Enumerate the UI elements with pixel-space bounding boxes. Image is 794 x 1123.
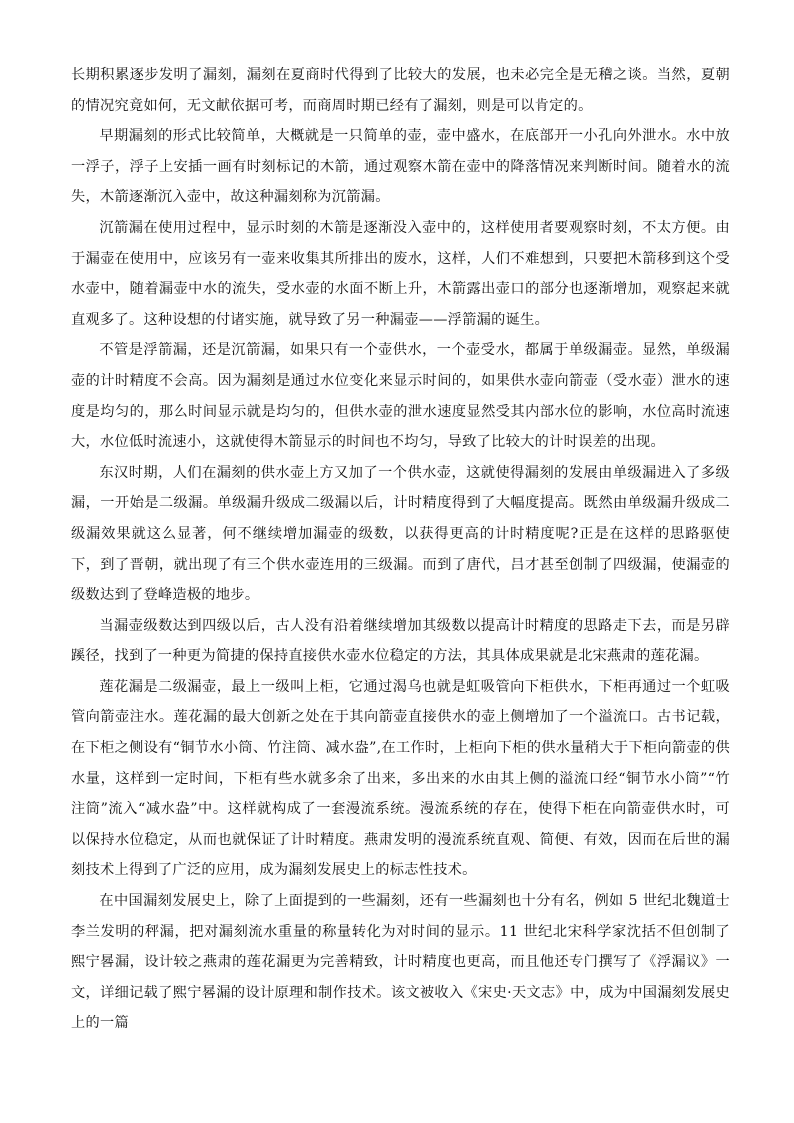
paragraph-multi-stage-clepsydra: 东汉时期，人们在漏刻的供水壶上方又加了一个供水壶，这就使得漏刻的发展由单级漏进入了多级漏，一开始是二级漏。单级漏升级成二级漏以后，计时精度得到了大幅度提高。既然由单级漏升级成二级漏效果就这么显著，何不继续增加漏壶的级数，以获得更高的计时精度呢?正是在这样的思路驱使下，到了晋朝，就出现了有三个供水壶连用的三级漏。而到了唐代，吕才甚至创制了四级漏，使漏壶的级数达到了登峰造极的地步。	[71, 464, 730, 604]
paragraph-new-approach: 当漏壶级数达到四级以后，古人没有沿着继续增加其级数以提高计时精度的思路走下去，而是另辟蹊径，找到了一种更为简捷的保持直接供水壶水位稳定的方法，其具体成果就是北宋燕肃的莲花漏。	[71, 617, 730, 665]
paragraph-sinking-arrow-clepsydra: 早期漏刻的形式比较简单，大概就是一只简单的壶，壶中盛水，在底部开一小孔向外泄水。水中放一浮子，浮子上安插一画有时刻标记的木箭，通过观察木箭在壶中的降落情况来判断时间。随着水的流失，木箭逐渐沉入壶中，故这种漏刻称为沉箭漏。	[71, 128, 730, 206]
paragraph-other-clepsydras: 在中国漏刻发展史上，除了上面提到的一些漏刻，还有一些漏刻也十分有名，例如 5 世纪北魏道士李兰发明的秤漏，把对漏刻流水重量的称量转化为对时间的显示。11 世纪北宋科学家沈括不但创制了熙宁晷漏，设计较之燕肃的莲花漏更为完善精致，计时精度也更高，而且他还专门撰写了《浮漏议》一文，详细记载了熙宁晷漏的设计原理和制作技术。该文被收入《宋史·天文志》中，成为中国漏刻发展史上的一篇	[71, 893, 730, 1032]
paragraph-lotus-clepsydra: 莲花漏是二级漏壶，最上一级叫上柜，它通过渴乌也就是虹吸管向下柜供水，下柜再通过一个虹吸管向箭壶注水。莲花漏的最大创新之处在于其向箭壶直接供水的壶上侧增加了一个溢流口。古书记载，在下柜之侧设有“铜节水小筒、竹注筒、减水盎”,在工作时，上柜向下柜的供水量稍大于下柜向箭壶的供水量，这样到一定时间，下柜有些水就多余了出来，多出来的水由其上侧的溢流口经“铜节水小筒”“竹注筒”流入“减水盎”中。这样就构成了一套漫流系统。漫流系统的存在，使得下柜在向箭壶供水时，可以保持水位稳定，从而也就保证了计时精度。燕肃发明的漫流系统直观、简便、有效，因而在后世的漏刻技术上得到了广泛的应用，成为漏刻发展史上的标志性技术。	[71, 678, 730, 879]
article-body	[71, 60, 730, 1039]
paragraph-floating-arrow-origin: 沉箭漏在使用过程中，显示时刻的木箭是逐渐没入壶中的，这样使用者要观察时刻，不太方便。由于漏壶在使用中，应该另有一壶来收集其所排出的废水，这样，人们不难想到，只要把木箭移到这个受水壶中，随着漏壶中水的流失，受水壶的水面不断上升，木箭露出壶口的部分也逐渐增加，观察起来就直观多了。这种设想的付诸实施，就导致了另一种漏壶——浮箭漏的诞生。	[71, 219, 730, 328]
paragraph-continuation: 长期积累逐步发明了漏刻，漏刻在夏商时代得到了比较大的发展，也未必完全是无稽之谈。当然，夏朝的情况究竟如何，无文献依据可考，而商周时期已经有了漏刻，则是可以肯定的。	[71, 67, 730, 114]
paragraph-single-stage-clepsydra: 不管是浮箭漏，还是沉箭漏，如果只有一个壶供水，一个壶受水，都属于单级漏壶。显然，单级漏壶的计时精度不会高。因为漏刻是通过水位变化来显示时间的，如果供水壶向箭壶（受水壶）泄水的速度是均匀的，那么时间显示就是均匀的，但供水壶的泄水速度显然受其内部水位的影响，水位高时流速大，水位低时流速小，这就使得木箭显示的时间也不均匀，导致了比较大的计时误差的出现。	[71, 342, 730, 451]
